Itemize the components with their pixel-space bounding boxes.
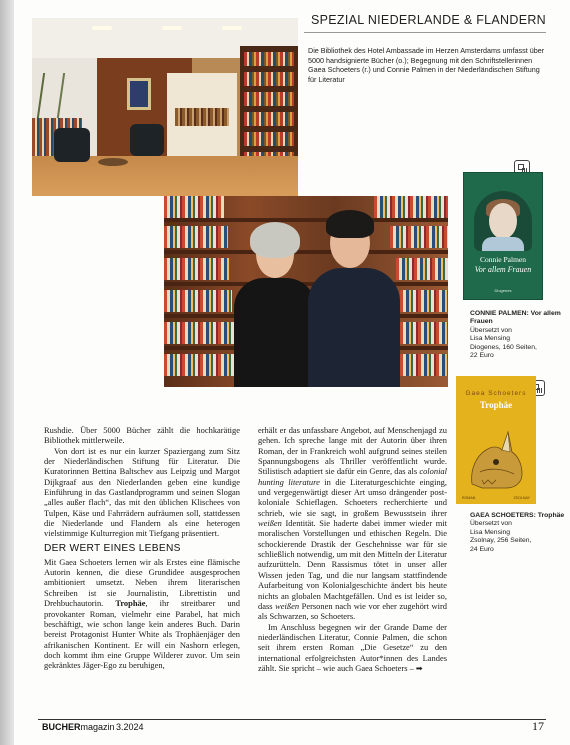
rhino-skull-illustration bbox=[462, 422, 530, 492]
cover-genre: ROMAN bbox=[462, 496, 476, 500]
text-run: , ihr streitbarer und provokanter Roman, vielmehr eine Parabel, hat mich beschäftigt, wie schon lange kein anderes Buch. Darin bereist Protagonist Hunter White als Trophäenjäger den afrikanischen Kontinent. Er will ein Nashorn erlegen, doch kommt ihm eine Gruppe Wilderer zuvor. Um sein gekränktes Jäger-Ego zu beruhigen, bbox=[44, 598, 240, 671]
shelf-plank bbox=[164, 250, 448, 254]
book-row bbox=[244, 112, 294, 126]
book-cover-trophaee bbox=[456, 376, 536, 504]
book-row bbox=[400, 322, 448, 344]
book-info-trophaee bbox=[470, 512, 570, 554]
cover-publisher: Diogenes bbox=[494, 288, 512, 293]
book-info-line: Lisa Mensing bbox=[470, 528, 511, 536]
cover-title: Trophäe bbox=[479, 400, 513, 410]
cover-portrait-shirt bbox=[482, 237, 524, 251]
person-hair bbox=[250, 222, 300, 258]
cover-publisher-line bbox=[456, 496, 536, 500]
subheading: DER WERT EINES LEBENS bbox=[44, 542, 181, 554]
book-row bbox=[374, 196, 448, 218]
book-row bbox=[164, 354, 234, 376]
armchair bbox=[54, 128, 90, 162]
framed-portrait bbox=[127, 78, 151, 110]
text-run: Mit Gaea Schoeters lernen wir als Erstes eine flämische Autorin kennen, die diese Grundidee ausgesprochen ambitioniert umsetzt. Neben ihrem literarischen Schreiben ist sie Journalistin, Librettistin und Drehbuchautorin. bbox=[44, 556, 240, 609]
cover-author: Gaea Schoeters bbox=[465, 390, 527, 397]
paragraph: Von dort ist es nur ein kurzer Spaziergang zum Sitz der Niederländischen Stiftung für Literatur. Die Kuratorinnen Bettina Baltschev aus Leipzig und Margot Dijkgraaf aus den Niederlanden geben eine kundige Einführung in das Gastlandprogramm und seinen Slogan „alles außer flach“, das mit den üblichen Klischees von Tulpen, Käse und Fahrrädern aufräumen soll, stattdessen die Niederlande und Flandern als eine heterogen vielstimmige Kulturregion mit Tiefgang präsentiert. bbox=[44, 445, 240, 539]
photo-caption: Die Bibliothek des Hotel Ambassade im Herzen Amsterdams umfasst über 5000 handsignierte Bücher (o.); Begegnung mit den Schriftstellerinnen Gaea Schoeters (r.) und Connie Palmen in der Niederländischen Stiftung für Literatur bbox=[308, 46, 545, 84]
book-row bbox=[244, 72, 294, 86]
book-title-bold: Trophäe bbox=[115, 598, 146, 609]
text-run: erhält er das unfassbare Angebot, auf Menschenjagd zu gehen. Ich spreche lange mit der Autorin über ihren Roman, der in Frankreich wohl aufgrund seines steilen Spannungsbogens als Thriller veröffentlicht wurde. Stilistisch adaptiert sie dafür ein Genre, das als bbox=[258, 425, 447, 477]
book-row bbox=[164, 322, 234, 344]
book-info-line: 22 Euro bbox=[470, 352, 494, 360]
book-info-line: Diogenes, 160 Seiten, bbox=[470, 343, 537, 351]
person-hair bbox=[326, 210, 374, 238]
hotel-library-photo bbox=[32, 18, 298, 196]
book-row bbox=[396, 258, 448, 280]
cover-portrait-face bbox=[489, 203, 517, 239]
cover-title: Vor allem Frauen bbox=[474, 265, 532, 274]
book-info-line: Zsolnay, 256 Seiten, bbox=[470, 537, 532, 545]
book-row bbox=[244, 92, 294, 106]
paragraph bbox=[258, 425, 447, 622]
person-gaea-schoeters bbox=[308, 268, 400, 387]
book-row bbox=[244, 132, 294, 146]
text-run: Im Anschluss begegnen wir der Grande Dame der niederländischen Literatur, Connie Palmen, die schon seit ihrem ersten Roman „Die Gesetze“ zu den international erfolgreichsten Autor*innen des Landes zählt. Sie spricht – wie auch Gaea Schoeters – bbox=[258, 621, 447, 673]
shelf-plank bbox=[164, 218, 448, 222]
paragraph bbox=[258, 622, 447, 675]
page-gutter-shadow bbox=[0, 0, 14, 745]
article-column-1 bbox=[44, 425, 240, 671]
book-row bbox=[244, 52, 294, 66]
magazine-page bbox=[14, 0, 570, 745]
italic-term: weißen bbox=[275, 600, 300, 611]
italic-term: weißen bbox=[258, 518, 282, 529]
page-number: 17 bbox=[532, 719, 544, 733]
cover-publisher: ZSOLNAY bbox=[513, 496, 530, 500]
armchair bbox=[130, 124, 164, 156]
section-title: SPEZIAL NIEDERLANDE & FLANDERN bbox=[311, 13, 546, 27]
book-row bbox=[164, 290, 232, 312]
logo-bold-part: BUCHER bbox=[42, 722, 81, 732]
book-cover-vor-allem-frauen bbox=[463, 172, 543, 300]
ceiling-light bbox=[222, 26, 242, 30]
paragraph bbox=[44, 557, 240, 671]
paragraph: Rushdie. Über 5000 Bücher zählt die hochkarätige Bibliothek mittlerweile. bbox=[44, 425, 240, 446]
issue-number: 3.2024 bbox=[116, 722, 144, 732]
book-info-line: Übersetzt von bbox=[470, 520, 512, 528]
text-run: Identität. Sie haderte dabei immer wieder mit moralischen Vorstellungen und ethischen Regeln. Die schockierende Drastik der Geschehnisse war für sie schließlich notwendig, um mit den Mitteln der Literatur aufzurütteln. Denn Rassismus tötet in unser aller Wissen jeden Tag, und die nur langsam stattfindende Aufarbeitung von Kolonialgeschichte ändert bis heute nichts an globalen Machtgefällen. Und es ist leider so, dass bbox=[258, 518, 447, 611]
book-info-title: GAEA SCHOETERS: Trophäe bbox=[470, 512, 565, 519]
book-row bbox=[164, 196, 224, 218]
book-row bbox=[400, 290, 448, 312]
ceiling-light bbox=[92, 26, 112, 30]
book-info-line: Lisa Mensing bbox=[470, 335, 511, 343]
header-rule bbox=[304, 32, 546, 33]
book-info-vor-allem-frauen bbox=[470, 310, 570, 360]
book-info-line: Übersetzt von bbox=[470, 326, 512, 334]
magazine-logo bbox=[42, 722, 115, 732]
coffee-table bbox=[98, 158, 128, 166]
logo-rest: magazin bbox=[80, 722, 115, 732]
person-connie-palmen bbox=[234, 278, 316, 387]
footer-rule bbox=[38, 719, 546, 720]
distant-bookshelf bbox=[175, 108, 229, 126]
text-run: in die Literaturgeschichte einging, und vergegenwärtigt dieser Art umso drängender post-koloniale Schieflagen. Schoeters recherchierte und schrieb, wie sie sagt, in großem Bewusstsein ihrer bbox=[258, 476, 447, 518]
italic-term: colonial hunting literature bbox=[258, 466, 447, 487]
article-column-2 bbox=[258, 425, 447, 674]
wood-floor bbox=[32, 156, 298, 196]
book-row bbox=[390, 226, 448, 248]
text-run: Personen nach wie vor eher zugehört wird als Schwarzen, so Schoeters. bbox=[258, 600, 448, 622]
book-row bbox=[164, 226, 228, 248]
book-row bbox=[400, 354, 448, 376]
ceiling-light bbox=[162, 26, 182, 30]
doorway bbox=[167, 73, 237, 163]
book-info-title: CONNIE PALMEN: Vor allem Frauen bbox=[470, 310, 561, 326]
book-info-line: 24 Euro bbox=[470, 545, 494, 553]
book-row bbox=[164, 258, 230, 280]
cover-author: Connie Palmen bbox=[479, 255, 527, 264]
continue-arrow-icon: ➡ bbox=[415, 663, 423, 673]
authors-photo bbox=[164, 196, 448, 387]
